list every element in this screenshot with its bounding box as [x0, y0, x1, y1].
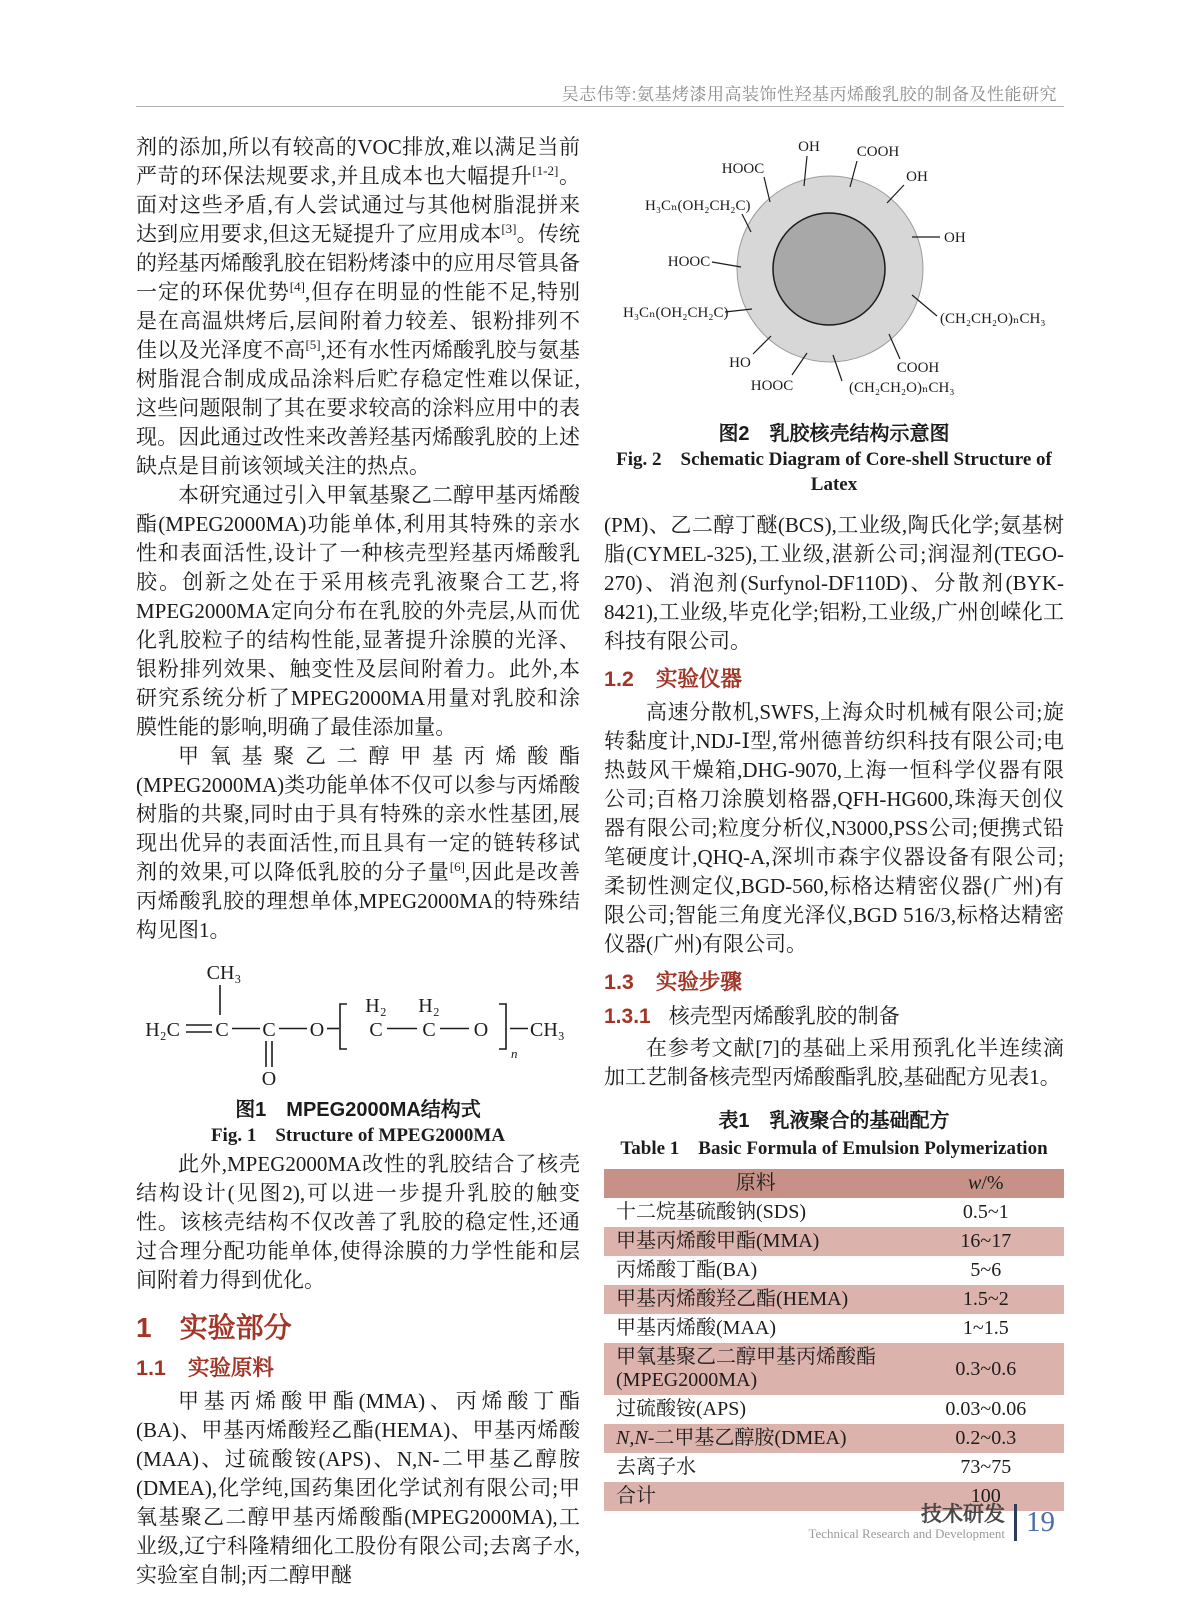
figure1-caption-cn: 图1 MPEG2000MA结构式	[235, 1099, 481, 1121]
formula-table	[604, 1169, 1064, 1511]
table-row	[604, 1198, 1064, 1227]
table-row	[604, 1256, 1064, 1285]
section-heading-1-2	[604, 665, 1064, 693]
value-cell: 100	[970, 1485, 1001, 1507]
atom-o-ester: O	[309, 1019, 325, 1041]
footer-section-en: Technical Research and Development	[808, 1526, 1005, 1541]
atom-o-carbonyl: O	[261, 1068, 277, 1089]
table-row	[604, 1285, 1064, 1314]
section-title: 实验仪器	[655, 667, 742, 691]
group-label-hooc-bottomleft: HOOC	[750, 378, 794, 394]
value-cell: 1~1.5	[962, 1317, 1009, 1339]
section-title: 实验原料	[187, 1356, 274, 1380]
group-label-cooh-topright: COOH	[856, 144, 900, 160]
atom-ch3-top: CH₃	[206, 962, 242, 984]
paragraph-raw-materials: 甲基丙烯酸甲酯(MMA)、丙烯酸丁酯(BA)、甲基丙烯酸羟乙酯(HEMA)、甲基丙烯酸(MAA)、过硫酸铵(APS)、N,N-二甲基乙醇胺(DMEA),化学纯,国药集团化学试剂有限公司;甲氧基聚乙二醇甲基丙烯酸酯(MPEG2000MA),工业级,辽宁科隆精细化工股份有限公司;去离子水,实验室自制;丙二醇甲醚	[136, 1389, 580, 1587]
table-row	[604, 1395, 1064, 1424]
atom-h2-a: H₂	[365, 995, 387, 1017]
table1-caption-cn: 表1 乳液聚合的基础配方	[718, 1110, 950, 1132]
atom-ch3-end: CH₃	[530, 1019, 565, 1041]
atom-h2-b: H₂	[418, 995, 440, 1017]
section-heading-1-3	[604, 968, 1064, 996]
page-footer	[808, 1503, 1055, 1541]
atom-c3: C	[369, 1019, 383, 1041]
material-cell: 甲基丙烯酸羟乙酯(HEMA)	[616, 1288, 849, 1310]
section-number: 1.3	[604, 970, 634, 994]
subscript-n: n	[511, 1046, 518, 1061]
atom-c1: C	[215, 1019, 229, 1041]
table-row	[604, 1343, 1064, 1395]
right-column	[604, 133, 1064, 1511]
paragraph-solvents-additives: (PM)、乙二醇丁醚(BCS),工业级,陶氏化学;氨基树脂(CYMEL-325),工业级,湛新公司;润湿剂(TEGO-270)、消泡剂(Surfynol-DF110D)、分散剂(BYK-8421),工业级,毕克化学;铝粉,工业级,广州创嵘化工科技有限公司。	[604, 513, 1064, 653]
value-cell: 1.5~2	[962, 1288, 1009, 1310]
figure2-caption-cn: 图2 乳胶核壳结构示意图	[718, 423, 950, 445]
section-title: 实验部分	[179, 1312, 292, 1343]
material-cell: 丙烯酸丁酯(BA)	[616, 1259, 758, 1281]
group-label-hooc-topleft: HOOC	[721, 161, 765, 177]
column-header-weight-percent: w/%	[908, 1169, 1064, 1198]
value-cell: 0.2~0.3	[955, 1427, 1017, 1449]
material-cell: 十二烷基硫酸钠(SDS)	[616, 1201, 807, 1223]
column-header-material: 原料	[604, 1169, 908, 1198]
figure1-caption-en: Fig. 1 Structure of MPEG2000MA	[210, 1125, 506, 1146]
value-cell: 0.3~0.6	[955, 1357, 1017, 1380]
atom-h2c: H₂C	[145, 1019, 180, 1041]
group-label-oh-top: OH	[798, 139, 820, 155]
group-label-peg-left: H₃Cₙ(OH₂CH₂C)	[623, 305, 729, 321]
paragraph-monomer-properties: 甲氧基聚乙二醇甲基丙烯酸酯(MPEG2000MA)类功能单体不仅可以参与丙烯酸树脂的共聚,同时由于具有特殊的亲水性基团,展现出优异的表面活性,而且具有一定的链转移试剂的效果,可以降低乳胶的分子量[6],因此是改善丙烯酸乳胶的理想单体,MPEG2000MA的特殊结构见图1。	[136, 744, 580, 942]
figure2-diagram	[604, 133, 1068, 413]
left-column	[136, 133, 580, 1590]
table1-caption-en: Table 1 Basic Formula of Emulsion Polymerization	[620, 1138, 1048, 1159]
paragraph-core-shell-design: 此外,MPEG2000MA改性的乳胶结合了核壳结构设计(见图2),可以进一步提升乳胶的触变性。该核壳结构不仅改善了乳胶的稳定性,还通过合理分配功能单体,使得涂膜的力学性能和层间附着力得到优化。	[136, 1152, 580, 1292]
paragraph-research-overview: 本研究通过引入甲氧基聚乙二醇甲基丙烯酸酯(MPEG2000MA)功能单体,利用其特殊的亲水性和表面活性,设计了一种核壳型羟基丙烯酸乳胶。创新之处在于采用核壳乳液聚合工艺,将MPEG2000MA定向分布在乳胶的外壳层,从而优化乳胶粒子的结构性能,显著提升涂膜的光泽、银粉排列效果、触变性及层间附着力。此外,本研究系统分析了MPEG2000MA用量对乳胶和涂膜性能的影响,明确了最佳添加量。	[136, 483, 580, 739]
table-row	[604, 1227, 1064, 1256]
figure1-structure	[136, 957, 580, 1148]
table-row	[604, 1424, 1064, 1453]
value-cell: 5~6	[970, 1259, 1002, 1281]
atom-c2: C	[262, 1019, 276, 1041]
table-row	[604, 1314, 1064, 1343]
footer-divider	[1014, 1504, 1017, 1541]
paragraph-preparation: 在参考文献[7]的基础上采用预乳化半连续滴加工艺制备核壳型丙烯酸酯乳胶,基础配方见表1。	[604, 1036, 1064, 1089]
material-cell: 过硫酸铵(APS)	[616, 1398, 747, 1420]
figure2-caption-en-line2: Latex	[810, 474, 858, 495]
value-cell: 73~75	[960, 1456, 1012, 1478]
latex-core-circle	[773, 213, 885, 325]
value-cell: 0.5~1	[962, 1201, 1009, 1223]
section-number: 1.3.1	[604, 1005, 651, 1028]
group-label-peg-bottom: (CH₂CH₂O)ₙCH₃	[849, 380, 955, 396]
group-label-peg-upperleft: H₃Cₙ(OH₂CH₂C)	[645, 198, 751, 214]
group-label-oh-upperright: OH	[906, 169, 928, 185]
header-rule	[136, 106, 1064, 107]
running-header: 吴志伟等:氨基烤漆用高装饰性羟基丙烯酸乳胶的制备及性能研究	[561, 85, 1057, 104]
material-cell: 甲基丙烯酸甲酯(MMA)	[616, 1230, 820, 1252]
material-cell: N,N-二甲基乙醇胺(DMEA)	[616, 1427, 847, 1449]
section-title: 核壳型丙烯酸乳胶的制备	[668, 1004, 900, 1028]
figure2-caption-en-line1: Fig. 2 Schematic Diagram of Core-shell Structure of	[616, 449, 1052, 470]
value-cell: 16~17	[960, 1230, 1012, 1252]
material-cell: 甲氧基聚乙二醇甲基丙烯酸酯(MPEG2000MA)	[616, 1346, 876, 1391]
section-heading-1-3-1	[604, 1001, 1064, 1032]
section-number: 1.2	[604, 667, 634, 691]
value-cell: 0.03~0.06	[945, 1398, 1027, 1420]
section-number: 1	[136, 1312, 152, 1343]
section-number: 1.1	[136, 1356, 166, 1380]
footer-section-block	[808, 1503, 1005, 1541]
page-number: 19	[1026, 1505, 1055, 1538]
figure2-core-shell	[604, 133, 1064, 497]
table-header-row	[604, 1169, 1064, 1198]
footer-section-cn: 技术研发	[921, 1503, 1005, 1526]
paragraph-intro-continuation: 剂的添加,所以有较高的VOC排放,难以满足当前严苛的环保法规要求,并且成本也大幅提升[1-2]。面对这些矛盾,有人尝试通过与其他树脂混拼来达到应用要求,但这无疑提升了应用成本[3]。传统的羟基丙烯酸乳胶在铝粉烤漆中的应用尽管具备一定的环保优势[4],但存在明显的性能不足,特别是在高温烘烤后,层间附着力较差、银粉排列不佳以及光泽度不高[5],还有水性丙烯酸乳胶与氨基树脂混合制成成品涂料后贮存稳定性难以保证,这些问题限制了其在要求较高的涂料应用中的表现。因此通过改性来改善羟基丙烯酸乳胶的上述缺点是目前该领域关注的热点。	[136, 135, 581, 478]
material-cell: 甲基丙烯酸(MAA)	[616, 1317, 776, 1339]
group-label-cooh-bottomright: COOH	[896, 360, 940, 376]
group-label-peg-lowerright: (CH₂CH₂O)ₙCH₃	[940, 311, 1046, 327]
section-heading-1	[136, 1311, 580, 1345]
group-label-ho-lowerleft: HO	[729, 355, 751, 371]
material-cell: 去离子水	[616, 1456, 696, 1478]
table-row	[604, 1453, 1064, 1482]
figure1-structure-drawing	[136, 957, 581, 1089]
atom-c4: C	[422, 1019, 436, 1041]
section-title: 实验步骤	[655, 970, 742, 994]
section-heading-1-1	[136, 1354, 580, 1382]
atom-o-chain: O	[473, 1019, 489, 1041]
group-label-oh-right: OH	[944, 230, 966, 246]
group-label-hooc-midleft: HOOC	[667, 254, 711, 270]
paragraph-instruments: 高速分散机,SWFS,上海众时机械有限公司;旋转黏度计,NDJ-Ⅰ型,常州德普纺织科技有限公司;电热鼓风干燥箱,DHG-9070,上海一恒科学仪器有限公司;百格刀涂膜划格器,QFH-HG600,珠海天创仪器有限公司;粒度分析仪,N3000,PSS公司;便携式铅笔硬度计,QHQ-A,深圳市森宇仪器设备有限公司;柔韧性测定仪,BGD-560,标格达精密仪器(广州)有限公司;智能三角度光泽仪,BGD 516/3,标格达精密仪器(广州)有限公司。	[604, 700, 1064, 956]
material-cell: 合计	[616, 1485, 656, 1507]
